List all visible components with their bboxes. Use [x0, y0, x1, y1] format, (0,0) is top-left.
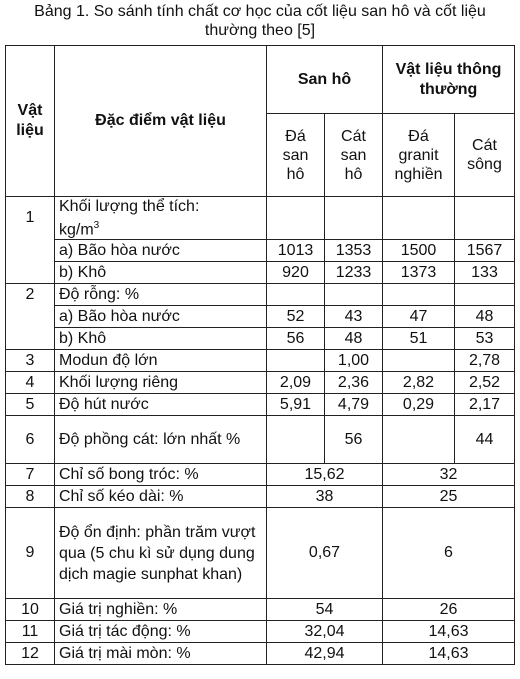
- row-number: 8: [6, 486, 55, 508]
- cell-da-granit: 2,82: [383, 372, 455, 394]
- cell-da-san-ho: 5,91: [267, 394, 325, 416]
- row-feature: Chỉ số bong tróc: %: [55, 464, 267, 486]
- row-feature: Khối lượng riêng: [55, 372, 267, 394]
- cell-thong-thuong-merged: 14,63: [383, 643, 515, 665]
- row-number: [6, 240, 55, 262]
- row-feature: Giá trị tác động: %: [55, 621, 267, 643]
- cell-da-granit: [383, 284, 455, 306]
- cell-cat-san-ho: 48: [325, 328, 383, 350]
- table-row: [6, 486, 515, 508]
- header-san-ho: San hô: [267, 46, 383, 114]
- row-number: 6: [6, 416, 55, 464]
- cell-cat-song: [455, 284, 515, 306]
- cell-cat-song: [455, 197, 515, 240]
- subheader-cat-san-ho: Cát san hô: [325, 114, 383, 197]
- table-row: [6, 643, 515, 665]
- cell-cat-song: 53: [455, 328, 515, 350]
- cell-da-san-ho: [267, 350, 325, 372]
- cell-cat-song: 48: [455, 306, 515, 328]
- header-dac-diem: Đặc điểm vật liệu: [55, 46, 267, 197]
- subheader-da-san-ho: Đá san hô: [267, 114, 325, 197]
- cell-cat-song: 2,52: [455, 372, 515, 394]
- cell-cat-san-ho: 43: [325, 306, 383, 328]
- cell-da-granit: 47: [383, 306, 455, 328]
- cell-cat-san-ho: 4,79: [325, 394, 383, 416]
- cell-thong-thuong-merged: 6: [383, 508, 515, 599]
- table-row: [6, 240, 515, 262]
- table-row: [6, 350, 515, 372]
- cell-da-san-ho: [267, 284, 325, 306]
- cell-da-granit: 51: [383, 328, 455, 350]
- row-feature: Độ ổn định: phần trăm vượt qua (5 chu kì sử dụng dung dịch magie sunphat khan): [55, 508, 267, 599]
- cell-da-granit: 1373: [383, 262, 455, 284]
- cell-da-san-ho: 920: [267, 262, 325, 284]
- cell-da-san-ho: 2,09: [267, 372, 325, 394]
- cell-san-ho-merged: 54: [267, 599, 383, 621]
- table-row: [6, 197, 515, 240]
- table-row: [6, 306, 515, 328]
- table-row: [6, 328, 515, 350]
- row-number: 12: [6, 643, 55, 665]
- cell-san-ho-merged: 32,04: [267, 621, 383, 643]
- cell-thong-thuong-merged: 25: [383, 486, 515, 508]
- row-number: 9: [6, 508, 55, 599]
- cell-cat-san-ho: [325, 284, 383, 306]
- row-number: 4: [6, 372, 55, 394]
- table-row: [6, 262, 515, 284]
- cell-da-san-ho: [267, 416, 325, 464]
- cell-cat-song: 1567: [455, 240, 515, 262]
- table-row: [6, 372, 515, 394]
- cell-cat-san-ho: [325, 197, 383, 240]
- row-feature: a) Bão hòa nước: [55, 240, 267, 262]
- table-row: [6, 394, 515, 416]
- caption-line-2: thường theo [5]: [204, 22, 316, 39]
- cell-da-granit: [383, 416, 455, 464]
- row-number: 10: [6, 599, 55, 621]
- row-feature: b) Khô: [55, 262, 267, 284]
- table-row: [6, 508, 515, 599]
- cell-da-san-ho: 56: [267, 328, 325, 350]
- header-vat-lieu: Vật liệu: [6, 46, 55, 197]
- row-feature: Giá trị mài mòn: %: [55, 643, 267, 665]
- row-feature: a) Bão hòa nước: [55, 306, 267, 328]
- cell-da-san-ho: 1013: [267, 240, 325, 262]
- cell-san-ho-merged: 42,94: [267, 643, 383, 665]
- row-feature: Độ hút nước: [55, 394, 267, 416]
- cell-da-granit: [383, 350, 455, 372]
- cell-thong-thuong-merged: 14,63: [383, 621, 515, 643]
- cell-cat-song: 2,17: [455, 394, 515, 416]
- cell-san-ho-merged: 38: [267, 486, 383, 508]
- row-number: [6, 306, 55, 328]
- row-number: 3: [6, 350, 55, 372]
- row-feature: Chỉ số kéo dài: %: [55, 486, 267, 508]
- header-vat-lieu-thong-thuong: Vật liệu thông thường: [383, 46, 515, 114]
- cell-cat-song: 2,78: [455, 350, 515, 372]
- table-row: [6, 464, 515, 486]
- row-feature: Modun độ lớn: [55, 350, 267, 372]
- row-feature-unit: kg/m: [59, 221, 94, 239]
- row-feature-text: Khối lượng thể tích:: [59, 198, 200, 215]
- row-feature: b) Khô: [55, 328, 267, 350]
- cell-cat-san-ho: 1,00: [325, 350, 383, 372]
- cell-san-ho-merged: 0,67: [267, 508, 383, 599]
- cell-cat-san-ho: 1353: [325, 240, 383, 262]
- row-feature: Độ rỗng: %: [55, 284, 267, 306]
- row-number: [6, 262, 55, 284]
- table-row: [6, 284, 515, 306]
- table-row: [6, 599, 515, 621]
- cell-cat-san-ho: 1233: [325, 262, 383, 284]
- row-number: [6, 328, 55, 350]
- row-number: 11: [6, 621, 55, 643]
- cell-da-san-ho: 52: [267, 306, 325, 328]
- row-feature: Giá trị nghiền: %: [55, 599, 267, 621]
- row-feature: Độ phồng cát: lớn nhất %: [55, 416, 267, 464]
- row-number: 5: [6, 394, 55, 416]
- cell-da-granit: [383, 197, 455, 240]
- cell-da-granit: 1500: [383, 240, 455, 262]
- caption-line-1: Bảng 1. So sánh tính chất cơ học của cốt liệu san hô và cốt liệu: [34, 3, 486, 20]
- cell-thong-thuong-merged: 26: [383, 599, 515, 621]
- table-row: [6, 621, 515, 643]
- cell-da-granit: 0,29: [383, 394, 455, 416]
- subheader-cat-song: Cát sông: [455, 114, 515, 197]
- subheader-da-granit-nghien: Đá granit nghiền: [383, 114, 455, 197]
- cell-san-ho-merged: 15,62: [267, 464, 383, 486]
- row-feature-unit-exponent: 3: [93, 220, 100, 231]
- row-feature: [55, 197, 267, 240]
- row-number: 7: [6, 464, 55, 486]
- table-row: [6, 416, 515, 464]
- cell-da-san-ho: [267, 197, 325, 240]
- cell-cat-song: 133: [455, 262, 515, 284]
- comparison-table: [5, 45, 515, 665]
- cell-cat-san-ho: 56: [325, 416, 383, 464]
- cell-thong-thuong-merged: 32: [383, 464, 515, 486]
- cell-cat-song: 44: [455, 416, 515, 464]
- cell-cat-san-ho: 2,36: [325, 372, 383, 394]
- row-number: 2: [6, 284, 55, 306]
- table-caption: [0, 2, 520, 40]
- row-number: 1: [6, 197, 55, 240]
